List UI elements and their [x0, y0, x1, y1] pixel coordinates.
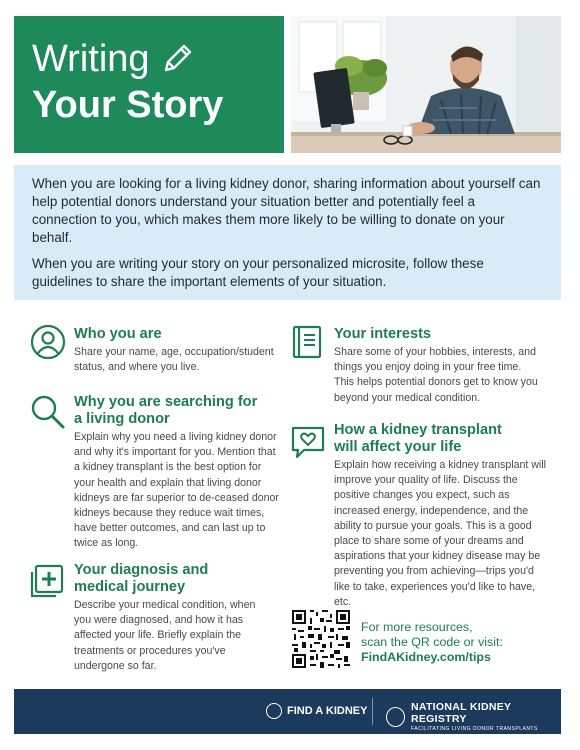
footer-divider	[372, 698, 373, 725]
intro-panel	[14, 165, 561, 300]
section-why-searching	[30, 394, 290, 564]
medical-plus-icon	[30, 564, 66, 600]
intro-paragraph-1: When you are looking for a living kidney donor, sharing information about yourself can help potential donors understand your situation better and potentially feel a connection to you, which makes them more likely to be willing to donate on your behalf.	[32, 176, 541, 245]
section-body: Share your name, age, occupation/student status, and where you live.	[74, 346, 274, 374]
search-icon	[30, 394, 66, 430]
section-transplant-impact	[290, 422, 560, 608]
section-body: Share some of your hobbies, interests, and things you enjoy doing in your free time. This helps potential donors get to know you beyond your medical condition.	[334, 346, 538, 404]
title-banner	[14, 16, 284, 153]
pencil-icon	[160, 42, 194, 76]
section-body: Explain how receiving a kidney transplant will improve your quality of life. Discuss the positive changes you expect, such as increased energy, independence, and the ability to pursue your goals. This is a good place to share some of your dreams and aspirations that your kidney disease may be preventing you from achieving—trips you'd like to take, experiences you'd like to have, etc.	[334, 459, 546, 608]
heading-line-2: a living donor	[74, 411, 170, 427]
title-line-2: Your Story	[32, 84, 224, 126]
nkr-logo-title: NATIONAL KIDNEY REGISTRY	[410, 701, 512, 725]
heading-line-1: Why you are searching for	[74, 394, 258, 410]
section-heading: Who you are	[74, 326, 162, 342]
find-a-kidney-logo[interactable]	[266, 703, 367, 719]
section-interests	[290, 324, 550, 414]
person-icon	[30, 324, 66, 360]
resource-link[interactable]: FindAKidney.com/tips	[361, 650, 491, 664]
national-kidney-registry-logo[interactable]	[386, 701, 561, 732]
title-word-writing: Writing	[32, 38, 150, 80]
intro-paragraph-2: When you are writing your story on your personalized microsite, follow these guidelines to share the important elements of your situation.	[32, 256, 484, 289]
qr-line-2: scan the QR code or visit:	[361, 635, 503, 649]
section-body: Explain why you need a living kidney donor and why it's important for you. Mention that a kidney transplant is the best option for your health and explain that living donor kidneys are far superior to de-ceased donor kidneys because they reduce wait times, have better outcomes, and can last up to twice as long.	[74, 431, 279, 550]
hero-photo	[291, 16, 561, 153]
nkr-logo-icon	[386, 707, 405, 727]
qr-code[interactable]	[290, 608, 352, 670]
footer-bar	[14, 689, 561, 734]
section-heading	[334, 422, 502, 456]
section-body: Describe your medical condition, when you were diagnosed, and how it has affected your life. Briefly explain the treatments or procedures you've undergone so far.	[74, 599, 256, 672]
heading-line-1: How a kidney transplant	[334, 422, 502, 438]
section-heading	[74, 562, 208, 596]
heading-line-2: will affect your life	[334, 439, 462, 455]
heart-chat-icon	[290, 424, 326, 460]
qr-line-1: For more resources,	[361, 620, 473, 634]
section-heading	[74, 394, 257, 428]
section-who-you-are	[30, 324, 290, 384]
find-a-kidney-logo-icon	[266, 703, 282, 719]
heading-line-1: Your diagnosis and	[74, 562, 209, 578]
nkr-logo-subtitle: FACILITATING LIVING DONOR TRANSPLANTS	[410, 726, 538, 732]
section-diagnosis	[30, 562, 290, 672]
section-heading: Your interests	[334, 326, 432, 342]
find-a-kidney-logo-text: FIND A KIDNEY	[287, 705, 368, 717]
heading-line-2: medical journey	[74, 579, 186, 595]
book-icon	[290, 324, 326, 360]
qr-callout	[361, 620, 503, 665]
title-line-1	[32, 38, 284, 80]
